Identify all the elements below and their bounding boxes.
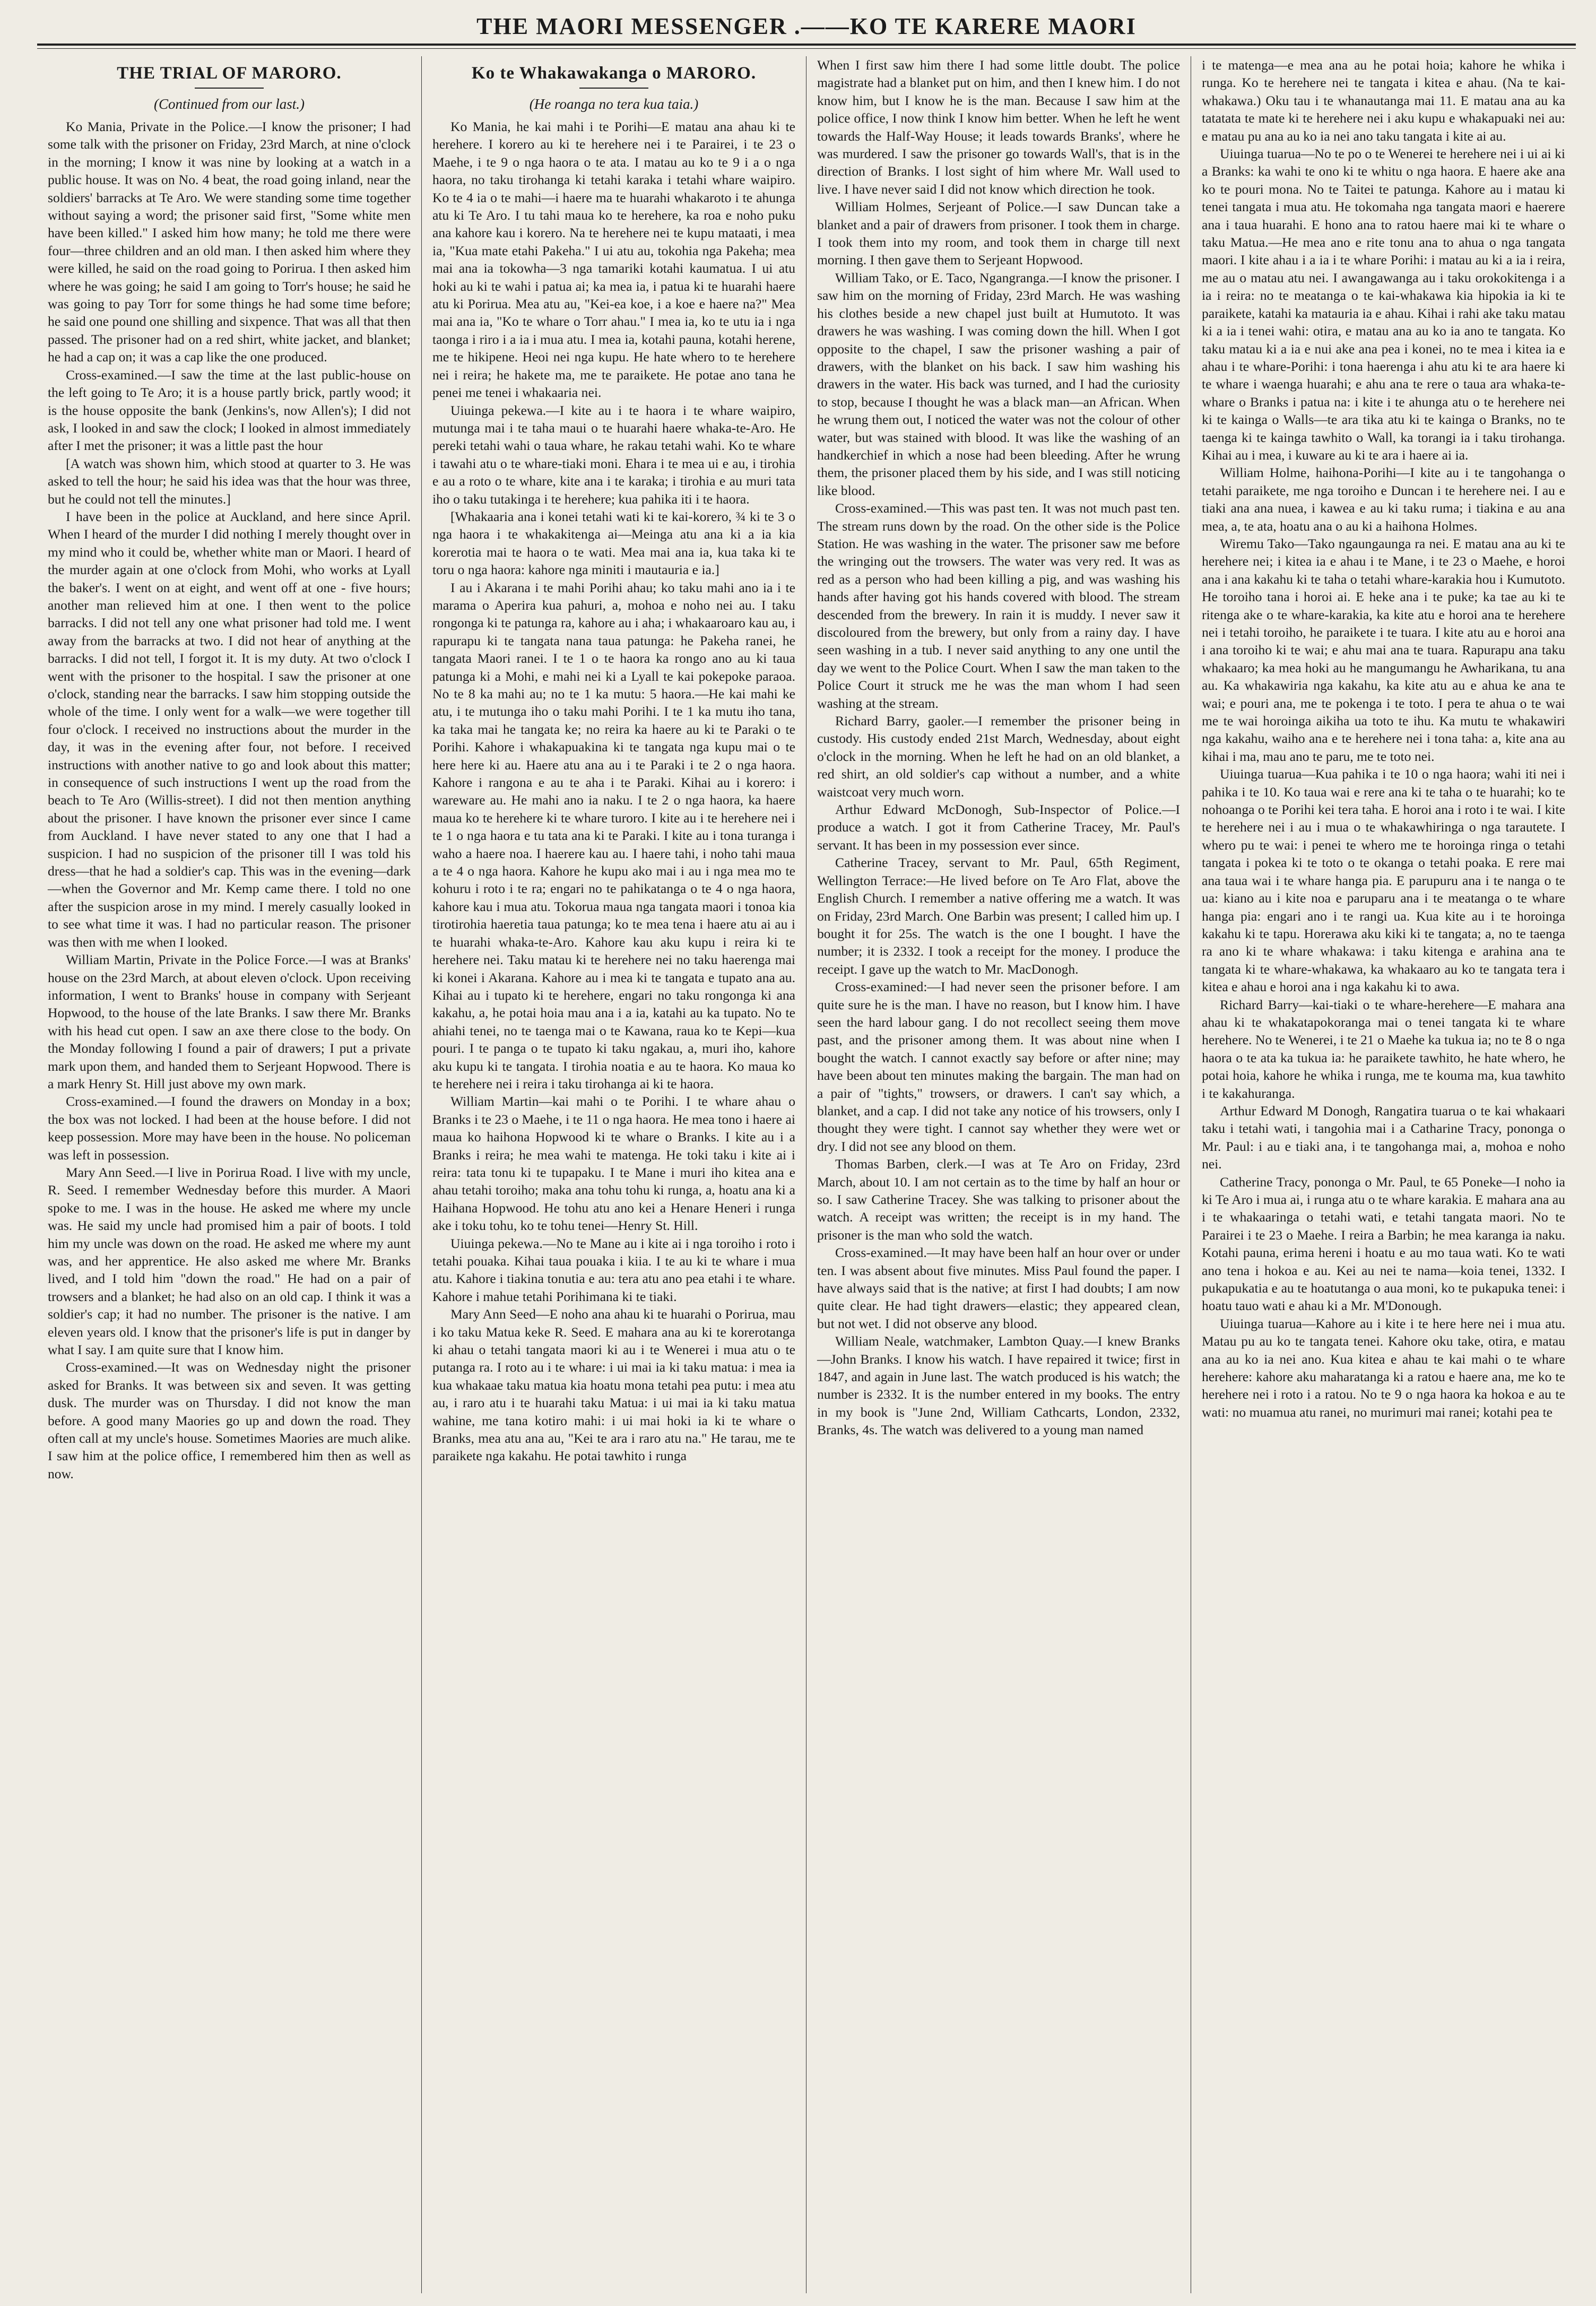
paragraph: [A watch was shown him, which stood at quarter to 3. He was asked to tell the hour; he said his idea was that the hour was three, but he could not tell the minutes.] (48, 455, 411, 507)
article-subtitle-english: (Continued from our last.) (153, 96, 305, 112)
paragraph: Cross-examined.—I found the drawers on Monday in a box; the box was not locked. I had been at the house before. I did not keep possession. More may have been in the house. No policeman was left in possession. (48, 1094, 411, 1163)
paragraph: i te matenga—e mea ana au he potai hoia; kahore he whika i runga. Ko te herehere nei te tangata i kitea e ahau. (Na te kai-whakawa.) Oku tau i te whanautanga mai 11. E matau ana au ka tatatata te mate ki te herehere nei i aku kupu e whakapuaki nei au: e matau pu ana au ko ia nei ano taku tangata i kite ai au. (1202, 57, 1565, 144)
paragraph: Cross-examined:—I had never seen the prisoner before. I am quite sure he is the man. I have no reason, but I know him. I have seen the hard labour gang. I do not recollect seeing them move past, and the prisoner among them. It was about nine when I bought the watch. I cannot exactly say before or after nine; may have been about ten minutes making the bargain. The man had on a pair of "tights," trowsers, or drawers. I can't say which, a blanket, and a cap. I did not take any notice of his trowsers, only I thought they were tight. I cannot say whether they were wet or dry. I did not see any blood on them. (817, 979, 1180, 1154)
paragraph: Cross-examined.—This was past ten. It was not much past ten. The stream runs down by the road. On the other side is the Police Station. He was washing in the water. The prisoner saw me before the wringing out the trowsers. The water was very red. It was as red as a person who had been killing a pig, and was washing his hands after having got his hands covered with blood. The stream descended from the brewery. In rain it is muddy. I never saw it discoloured from the brewery, but only from a rainy day. I have seen washing in a tub. I never said anything to any one until the day we went to the Police Court. When I saw the man taken to the Police Court it struck me he was the man whom I had seen washing at the stream. (817, 500, 1180, 711)
paragraph: Richard Barry—kai-tiaki o te whare-herehere—E mahara ana ahau ki te whakatapokoranga mai o tenei tangata ki te whare herehere. No te Wenerei, i te 21 o Maehe ka tukua ia; no te 8 o nga haora o te ata ka tukua ia: he paraikete tawhito, he hate whero, he potai hoia, kahore he whika i runga, me te kouma ma, kua tawhito i te kakahuranga. (1202, 996, 1565, 1101)
paragraph: William Tako, or E. Taco, Ngangranga.—I know the prisoner. I saw him on the morning of Friday, 23rd March. He was washing his clothes beside a new chapel just built at Humutoto. It was drawers he was washing. I was coming down the hill. When I got opposite to the chapel, I saw the prisoner washing a pair of drawers, with the blanket on his back. I saw him washing his drawers in the water. His back was turned, and I had the curiosity to stop, because I thought he was a black man—an African. When he wrung them out, I noticed the water was not the colour of other water, but was stained with blood. It was like the washing of an handkerchief in which a nose had been bleeding. After he wrung them, the prisoner placed them by his side, and I was still noticing like blood. (817, 270, 1180, 498)
column-1-english (37, 56, 422, 2293)
columns (37, 56, 1576, 2293)
paragraph: William Holmes, Serjeant of Police.—I saw Duncan take a blanket and a pair of drawers from prisoner. I took them in charge. I took them into my room, and took them in charge till next morning. I then gave them to Serjeant Hopwood. (817, 199, 1180, 268)
paragraph: Uiuinga tuarua—No te po o te Wenerei te herehere nei i ui ai ki a Branks: ka wahi te ono ki te whitu o nga haora. E haere ake ana ko te pouri mona. No te Taitei te patunga. Kahore au i matau ki tenei tangata i mua atu. He tokomaha nga tangata maori e haerere ana i taua huarahi. E hono ana to ratou haere mai ki te whare o taku Matua.—He mea ano e rite tonu ana to ahua o nga tangata maori. I kite ahau i a ia i te whare Porihi: i matau au ki a ia i reira, me au o matau atu nei. I awangawanga au i taku orokokitenga i a ia i reira: no te meatanga o te kai-whakawa kia hipokia ia ki te paraikete, katahi ka matauria ia e ahau. Kihai i rahi ake taku matau ki a ia i tenei wahi: otira, e matau ana au ko ia ano te tangata. Ko taku matau ki a ia e nui ake ana pea i konei, no te mea i kitea ia e ahau i te whare-Porihi: i tona haerenga i ahu atu ki te ara haere ki te whare i waenga huarahi; e ahu ana te rere o taua ara whaka-te-whare o Branks i patua na: i kite i te ahunga atu o te herehere nei ki te kainga o Walls—te ara tika atu ki te kainga o Branks, no te taenga ki te kainga tawhito o Wall, ka torangi ia i taku tirohanga. Kihai au i mea, i kuware au ki te ara i haere ai ia. (1202, 146, 1565, 463)
paragraph: William Neale, watchmaker, Lambton Quay.—I knew Branks—John Branks. I know his watch. I have repaired it twice; first in 1847, and again in June last. The watch produced is his watch; the number is 2332. It is the number entered in my books. The entry in my book is "June 2nd, William Cathcarts, London, 2332, Branks, 4s. The watch was delivered to a young man named (817, 1333, 1180, 1438)
paragraph: [Whakaaria ana i konei tetahi wati ki te kai-korero, ¾ ki te 3 o nga haora i te whakakitenga ai—Meinga atu ana ki a ia kia korerotia mai te haora o te wati. Mea mai ana ia, kua taka ki te toru o nga haora: kahore nga miniti i mautauria e ia.] (432, 508, 795, 578)
paragraph: Arthur Edward McDonogh, Sub-Inspector of Police.—I produce a watch. I got it from Catherine Tracey, Mr. Paul's servant. It has been in my possession ever since. (817, 802, 1180, 853)
column-2-maori (422, 56, 806, 2293)
running-head: THE MAORI MESSENGER .——KO TE KARERE MAORI (476, 13, 1137, 39)
article-title-maori: Ko te Whakawakanga o MARORO. (471, 64, 757, 83)
paragraph: Uiuinga tuarua—Kahore au i kite i te here here nei i mua atu. Matau pu au ko te tangata tenei. Kahore oku take, otira, e matau ana au ko ia nei ano. Kua kitea e ahau te kai mahi o te whare herehere: kahore aku maharatanga ki a ratou e haere ana, me ko te herehere nei i roto i a ratou. No te 9 o nga haora ka hokoa e au te wati: no muamua atu ranei, no murimuri mai ranei; kotahi pea te (1202, 1315, 1565, 1420)
paragraph: Uiuinga pekewa.—No te Mane au i kite ai i nga toroiho i roto i tetahi pouaka. Kihai taua pouaka i kiia. I te au ki te whare i mua atu. Kahore i tiakina tonutia e au: tera atu ano pea etahi i te whare. Kahore i mahue tetahi Porihimana ki te tiaki. (432, 1235, 795, 1304)
header-rule (37, 44, 1576, 49)
paragraph: Ko Mania, Private in the Police.—I know the prisoner; I had some talk with the prisoner on Friday, 23rd March, at nine o'clock in the morning; I know it was nine by looking at a watch in a public house. It was on No. 4 beat, the road going inland, near the soldiers' barracks at Te Aro. We were standing some time together without saying a word; the prisoner said first, "Some white men have been killed." I asked him how many; he told me there were four—three children and an old man. I then asked him where they were killed, he said on the road going to Porirua. I then asked him where he was going; he said I am going to Torr's house; he said he was going to pay Torr for some things he had some time before; he said one pound one shilling and sixpence. That was all that then passed. The prisoner had on a red shirt, white jacket, and blanket; he had a cap on; it was a cap like the one produced. (48, 119, 411, 365)
paragraph: I au i Akarana i te mahi Porihi ahau; ko taku mahi ano ia i te marama o Aperira kua pahuri, a, mohoa e noho nei au. I taku rongonga ki te patunga ra, kahore au i aha; i whakaaroaro kau au, i rapurapu ki te tangata nana taua patunga: he Pakeha ranei, he tangata Maori ranei. I te 1 o te haora ka rongo ano au ki taua patunga ki a Mohi, e mahi nei ki a Lyall te kai pokepoke paraoa. No te 8 ka mahi au; no te 1 ka mutu: 5 haora.—He kai mahi ke atu, i te mutunga iho o taku mahi Porihi. I te 1 ka mutu iho tana, ka taka mai he tangata ke; no reira ka haere au ki te Paraki o te Porihi. Kahore i whakapuakina ki te tangata nga kupu mai o te here here ki au. Haere atu ana au i te Paraki i te 2 o nga haora. Kahore i rangona e au te aha i te Paraki. Kihai au i korero: i wareware au. He mahi ano ia naku. I te 2 o nga haora, ka haere maua ko te herehere ki te whare turoro. I kite au i te herehere nei i te 1 o nga haora e tu tata ana ki te Paraki. I kite au i tona turanga i waho a haere noa. I haerere kau au. I haere tahi, i noho tahi maua a te 4 o nga haora. Kahore he kupu ako mai i au i nga mea mo te kohuru i roto i te ra; engari no te pahikatanga o te 4 o nga haora, kahore kau i mua atu. Tokorua maua nga tangata maori i tonoa kia tirotirohia haeretia taua patunga; ko te mea tena i haere atu ai au i te huarahi whaka-te-Aro. Kahore kau aku kupu i reira ki te herehere nei. Taku matau ki te herehere nei no taku haerenga mai ki konei i Akarana. Kahore au i mea ki te tangata e tupato ana au. Kihai au i tupato ki te herehere, engari no taku rongonga ki ana kakahu, a, he potai hoia mau ana i a ia, katahi au ka tupato. No te ahiahi tenei, no te taenga mai o te Kawana, raua ko te Kepi—kua pouri. I te panga o te tupato ki taku ngakau, a, muri iho, kahore aku kupu ki te tangata. I tirohia noatia e au te haora. Ko maua ko te herehere nei i reira i taku tirohanga ai ki te haora. (432, 579, 795, 1091)
paragraph: Uiuinga pekewa.—I kite au i te haora i te whare waipiro, mutunga mai i te taha maui o te huarahi haere whaka-te-Aro. He pereki tetahi wahi o taua whare, he rakau tetahi wahi. Ko te whare i tawahi atu o te whare-tiaki moni. Ehara i te mea ui e au, i tirohia e au a roto o te whare, kite ana i te karaka; i tirohia e au muri tata iho o taku tutakinga i te herehere; kua pahika iti i te haora. (432, 402, 795, 507)
paragraph: William Martin—kai mahi o te Porihi. I te whare ahau o Branks i te 23 o Maehe, i te 11 o nga haora. He mea tono i haere ai maua ko haihona Hopwood ki te whare o Branks. I kite au i a Branks i reira; he mea wahi te matenga. He toki taku i kite ai i reira: tata tonu ki te tupapaku. I te Mane i muri iho kitea ana e ahau tetahi toroiho; maka ana tohu tohu ki runga, a, hoatu ana ki a Haihana Hopwood. He tohu atu ano kei a Henare Heneri i runga ake i toku tohu, ko te tohu tenei—Henry St. Hill. (432, 1094, 795, 1234)
column-3-english (806, 56, 1191, 2293)
article-subtitle-maori: (He roanga no tera kua taia.) (529, 96, 699, 112)
newspaper-page (37, 12, 1576, 2293)
paragraph: Catherine Tracey, servant to Mr. Paul, 65th Regiment, Wellington Terrace:—He lived before on Te Aro Flat, above the English Church. I remember a native offering me a watch. It was on Friday, 23rd March. One Barbin was present; I called him up. I bought it for 25s. The watch is the one I bought. I have the number; it is 2332. I took a receipt for the money. I produce the receipt. I gave up the watch to Mr. MacDonogh. (817, 855, 1180, 977)
paragraph: Thomas Barben, clerk.—I was at Te Aro on Friday, 23rd March, about 10. I am not certain as to the time by half an hour or so. I saw Catherine Tracey. She was talking to prisoner about the watch. A receipt was written; the receipt is in my hand. The prisoner is the man who sold the watch. (817, 1156, 1180, 1243)
title-divider (579, 88, 648, 89)
paragraph: Mary Ann Seed—E noho ana ahau ki te huarahi o Porirua, mau i ko taku Matua keke R. Seed. E mahara ana au ki te korerotanga ki ahau o tetahi tangata maori ki au i te Wenerei i mua atu o te putanga ra. I roto au i te whare: i ui mai ia ki taku matua: i mea ia kua whakaae taku matua kia hoatu mona tetahi pea putu: i mea atu au, i raro atu i te huarahi taku Matua: i ui mai ia ki taku matua wahine, me tana kotiro mahi: i ui mai hoki ia ki te whare o Branks, mea atu ana au, "Kei te ara i raro atu na." He tarau, me te paraikete nga kakahu. He potai tawhito i runga (432, 1306, 795, 1464)
paragraph: Richard Barry, gaoler.—I remember the prisoner being in custody. His custody ended 21st March, Wednesday, about eight o'clock in the morning. When he left he had on an old blanket, a red shirt, an old soldier's cap without a number, and a white waistcoat very much worn. (817, 713, 1180, 800)
paragraph: Wiremu Tako—Tako ngaungaunga ra nei. E matau ana au ki te herehere nei; i kitea ia e ahau i te Mane, i te 23 o Maehe, e horoi ana i ana kakahu ki te taha o tetahi whare-karakia hou i Kumutoto. He toroiho tana i horoi ai. E heke ana i te puke; ka tae au ki te ritenga ake o te whare-karakia, ka kite atu e horoi ana te herehere nei i tetahi toroiho, he paraikete i te tuara. I kite atu au e horoi ana i ana toroiho ki te wai; e ahu mai ana te tuara. Rapurapu ana taku whakaaro; ka mea hoki au he mangumangu he Awharikana, tu ana au. Ka whakawiria nga kakahu, ka kite atu au e ahua ke ana te wai; e pouri ana, me te pokenga i te toto. I pera te ahua o te wai me te wai horoinga aikiha ua toto te ihu. Ka mutu te whakawiri nga kakahu, waiho ana e te herehere nei i tona taha: a, kite ana au kihai i ma, mau ano te paru, me te toto nei. (1202, 535, 1565, 764)
paragraph: I have been in the police at Auckland, and here since April. When I heard of the murder I did nothing I merely thought over in my mind who it could be, whether white man or Maori. I heard of the murder again at one o'clock from Mohi, who works at Lyall the baker's. I went on at eight, and went off at one - five hours; another man relieved him at one. I then went to the police barracks. I did not tell any one what prisoner had told me. I went away from the barracks at two. I did not hear of anything at the barracks. I did not tell, I forgot it. It is my duty. At two o'clock I went with the prisoner to the hospital. I saw the prisoner at one o'clock, standing near the barracks. I saw him stopping outside the whole of the time. I only went for a walk—we were together till four o'clock. I received no instructions about the murder in the day, it was in the evening after four, not before. I received instructions with another native to go and look about this matter; in consequence of such instructions I went up the road from the beach to Te Aro (Willis-street). I did not then mention anything about the prisoner. I have known the prisoner ever since I came from Auckland. I have never stated to any one that I had a suspicion. I had no suspicion of the prisoner till I was told his dress—that he had a soldier's cap. This was in the evening—dark—when the Governor and Mr. Kemp came there. I told no one after the suspicion arose in my mind. I merely casually looked in to see what time it was. I had no particular reason. The prisoner was then with me when I looked. (48, 508, 411, 950)
title-divider (195, 88, 264, 89)
paragraph: Cross-examined.—It was on Wednesday night the prisoner asked for Branks. It was between six and seven. It was getting dusk. The murder was on Thursday. I did not know the man before. A good many Maories go up and down the road. They often call at my uncle's house. Sometimes Maories are much alike. I saw him at the police office, I remembered him then as well as now. (48, 1359, 411, 1481)
paragraph: Cross-examined.—It may have been half an hour over or under ten. I was absent about five minutes. Miss Paul found the paper. I have always said that is the native; at first I had doubts; I am now quite clear. He had tight drawers—elastic; they appeared clean, but not wet. I did not observe any blood. (817, 1245, 1180, 1331)
column-4-maori (1191, 56, 1576, 2293)
paragraph: When I first saw him there I had some little doubt. The police magistrate had a blanket put on him, and then I knew him. I do not know him, but I know he is the man. Because I saw him at the police office, I now think I know him better. When he left he went towards the Half-Way House; it leads towards Branks', where he was murdered. I saw the prisoner go towards Wall's, that is in the direction of Branks. I lost sight of him where Mr. Wall used to live. I have never said I did not know which direction he took. (817, 57, 1180, 197)
paragraph: Catherine Tracy, pononga o Mr. Paul, te 65 Poneke—I noho ia ki Te Aro i mua ai, i runga atu o te whare karakia. E mahara ana au i te whakaaringa o tetahi wati, e tetahi tangata maori. No te Parairei i te 23 o Maehe. I reira a Barbin; he mea karanga ia naku. Kotahi pauna, erima hereni i hoatu e au mo taua wati. Ko te wati ano tena i hokoa e au. Kei au nei te nama—koia tenei, 1332. I pukapukatia e au te hoatutanga o aua moni, ko te pukapuka tenei: i hoatu tauo wati e ahau ki a Mr. M'Donough. (1202, 1174, 1565, 1314)
paragraph: Arthur Edward M Donogh, Rangatira tuarua o te kai whakaari taku i tetahi wati, i tangohia mai i a Catharine Tracy, pononga o Mr. Paul: i au e tiaki ana, i te tangohanga mai, a, mohoa e noho nei. (1202, 1103, 1565, 1172)
paragraph: Ko Mania, he kai mahi i te Porihi—E matau ana ahau ki te herehere. I korero au ki te herehere nei i te Parairei, i te 23 o Maehe, i te 9 o nga haora o te ata. I matau au ko te 9 i a o nga haora, no taku tirohanga ki tetahi karaka i tetahi whare waipiro. Ko te 4 ia o te mahi—i haere ma te huarahi whakaroto i te ahunga atu ki Te Aro. I tu tahi maua ko te herehere, ka roa e noho puku ana kahore kau i korero. Na te herehere nei te kupu mataati, i mea ia, "Kua mate etahi Pakeha." I ui atu au, tokohia nga Pakeha; mea mai ana ia tokowha—3 nga tamariki kotahi kaumatua. I ui atu hoki au ki te wahi i patua ai; ka mea ia, i patua ki te huarahi haere atu ki Porirua. Mea atu au, "Kei-ea koe, i a koe e haere na?" Mea mai ana ia, "Ko te whare o Torr ahau." I mea ia, ko te utu ia i nga taonga i riro i a ia i mua atu. I mea ia, kotahi pauna, kotahi herene, me te hikipene. Heoi nei nga kupu. He hate whero to te herehere nei i reira; he hakete ma, me te paraikete. He potae ano tana he penei me tenei i whakaaria nei. (432, 119, 795, 401)
article-title-english: THE TRIAL OF MARORO. (117, 64, 342, 83)
paragraph: Mary Ann Seed.—I live in Porirua Road. I live with my uncle, R. Seed. I remember Wednesday before this murder. A Maori spoke to me. I was in the house. He asked me where my uncle was. He said my uncle had promised him a pair of boots. I told him my uncle was down on the road. He asked me where my aunt was, and her apprentice. He also asked me where Mr. Branks lived, and I told him "down the road." He had on a pair of trowsers and a blanket; he had also on an old cap. I think it was a soldier's cap; it had no number. The prisoner is the native. I am eleven years old. I know that the prisoner's life is put in danger by what I say. I am quite sure that I know him. (48, 1164, 411, 1358)
paragraph: Uiuinga tuarua—Kua pahika i te 10 o nga haora; wahi iti nei i pahika i te 10. Ko taua wai e rere ana ki te taha o te huarahi; ko te nohoanga o te Porihi kei tera taha. E horoi ana i roto i te wai. I kite te herehere nei i au i mua o te whakawhiringa o nga tarautete. I whero pu te wai: i penei te whero me te horoinga ringa o tetahi tangata i pokea ki te toto o te okanga o tetahi poaka. E rere mai ana taua wai i te whare hanga pia. E parupuru ana i te nanga o te ua: kiano au i kite noa e paruparu ana i te meatanga o te whare hanga pia: engari ano i te rangi ua. Kua kite au i te horoinga kakahu ki te tapu. Horerawa aku kiki ki te tangata; a, no te taenga ra ano ki te whare whakawa: i taku kitenga e arahina ana te tangata ki te whare-whakawa, ka whakaaro au ko te tangata tera i kitea e ahau e horoi ana i nga kakahu ki to awa. (1202, 766, 1565, 995)
paragraph: William Holme, haihona-Porihi—I kite au i te tangohanga o tetahi paraikete, me nga toroiho e Duncan i te herehere nei. I au e tiaki ana ana nuea, i kawea e au ki taku ruma; i tiakina e au ana mea, a, te ata, hoatu ana o au ki a haihona Holmes. (1202, 465, 1565, 534)
paragraph: William Martin, Private in the Police Force.—I was at Branks' house on the 23rd March, at about eleven o'clock. Upon receiving information, I went to Branks' house in company with Serjeant Hopwood, to the house of the late Branks. I saw there Mr. Branks with his head cut open. I saw an axe there close to the body. On the Monday following I found a pair of drawers; I put a private mark upon them, and handed them to Serjeant Hopwood. There is a mark Henry St. Hill just above my own mark. (48, 952, 411, 1091)
paragraph: Cross-examined.—I saw the time at the last public-house on the left going to Te Aro; it is a house partly brick, partly wood; it is the house opposite the bank (Jenkins's, now Allen's); I did not ask, I looked in and saw the clock; I looked in almost immediately after I met the prisoner; it was a little past the hour (48, 367, 411, 454)
